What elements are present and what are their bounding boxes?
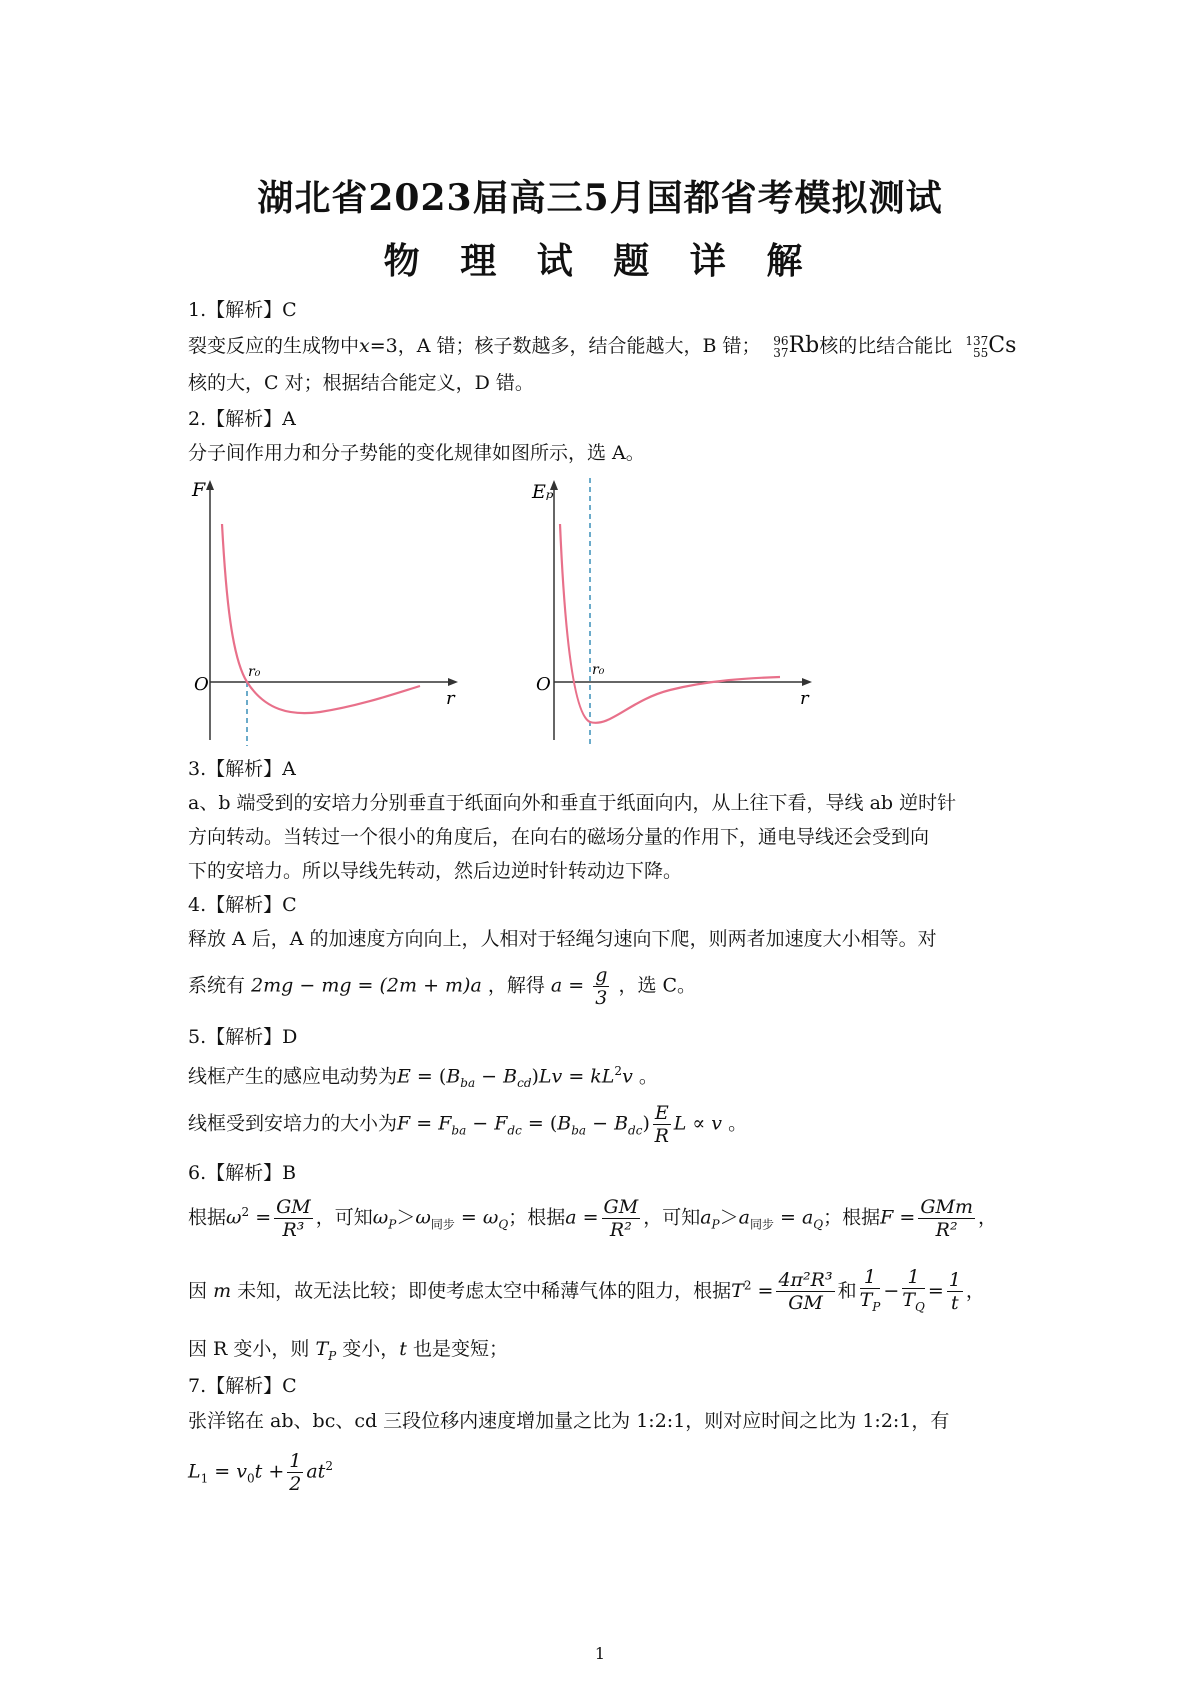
q7-line1: 张洋铭在 ab、bc、cd 三段位移内速度增加量之比为 1:2:1，则对应时间之比为 1:2:1，有 — [188, 1410, 950, 1432]
q4-line2: 系统有 2mg − mg = (2m + m)a ，解得 a = $\frac{g}{3}$ ，选 C。 — [188, 964, 697, 1009]
q3-line2: 方向转动。当转过一个很小的角度后，在向右的磁场分量的作用下，通电导线还会受到向 — [188, 826, 930, 848]
rb-nuclide: 96 37 — [773, 334, 789, 360]
q6-line1: 根据$\omega^2$ = $\frac{GM}{\text{R³}}$ ，可知$\omega_P>\omega_{同步} = \omega_Q$；根据a = $\frac{GM}{\text{R²}}$ ，可知$a_P>a_{同步} = a_Q$；根据F = $\frac{\text{GMm}}{\text{R²}}$ ， — [188, 1196, 997, 1241]
q2-line1: 分子间作用力和分子势能的变化规律如图所示，选 A。 — [188, 442, 645, 464]
q6-heading: 6.【解析】B — [188, 1162, 297, 1184]
q1-line1: 裂变反应的生成物中x=3，A 错；核子数越多，结合能越大，B 错； 96 37 Rb核的比结合能比 137 55 Cs — [188, 333, 1017, 360]
q7-fraction: $\frac{1}{2}$ — [289, 1450, 302, 1495]
q1-heading: 1.【解析】C — [188, 299, 297, 321]
pe-graph-r0: r₀ — [592, 662, 605, 678]
q5-line2: 线框受到安培力的大小为$F = F_{ba} - F_{dc} = (B_{ba} - B_{dc})$ $\frac{E}{R}$ L ∝ v 。 — [188, 1102, 748, 1147]
q4-line1: 释放 A 后，A 的加速度方向向上，人相对于轻绳匀速向下爬，则两者加速度大小相等。对 — [188, 928, 937, 950]
q6-line3: 因 R 变小，则 $T_P$ 变小，t 也是变短； — [188, 1338, 508, 1363]
document-subtitle: 物 理 试 题 详 解 — [383, 240, 817, 282]
force-graph-origin: O — [194, 674, 209, 695]
q6-line2: 因 m 未知，故无法比较；即使考虑太空中稀薄气体的阻力，根据$T^2$ = $\frac{\text{4π²R³}}{GM}$ 和 $\frac{1}{T_P}$ − $\frac{1}{T_Q}$ = $\frac{1}{t}$ ， — [188, 1266, 985, 1315]
force-graph-xlabel: r — [446, 688, 455, 709]
pe-graph-ylabel: Eₚ — [532, 481, 554, 503]
potential-energy-graph — [520, 478, 840, 748]
q3-line1: a、b 端受到的安培力分别垂直于纸面向外和垂直于纸面向内，从上往下看，导线 ab 逆时针 — [188, 792, 957, 814]
page-number: 1 — [594, 1644, 606, 1663]
q1-line2: 核的大，C 对；根据结合能定义，D 错。 — [188, 372, 534, 394]
pe-curve — [560, 524, 780, 723]
q5-fraction: $\frac{E}{R}$ — [654, 1102, 669, 1147]
q3-line3: 下的安培力。所以导线先转动，然后边逆时针转动边下降。 — [188, 860, 683, 882]
cs-nuclide: 137 55 — [965, 334, 989, 360]
force-graph — [180, 478, 480, 748]
pe-graph-origin: O — [536, 674, 551, 695]
force-graph-ylabel: F — [192, 479, 206, 501]
q4-heading: 4.【解析】C — [188, 894, 297, 916]
q5-line1: 线框产生的感应电动势为$E = (B_{ba} - B_{cd})Lv = kL^2v$ 。 — [188, 1064, 658, 1091]
q3-heading: 3.【解析】A — [188, 758, 296, 780]
q7-heading: 7.【解析】C — [188, 1375, 297, 1397]
force-curve — [222, 524, 420, 713]
q5-heading: 5.【解析】D — [188, 1026, 298, 1048]
pe-graph-xlabel: r — [800, 688, 809, 709]
q2-heading: 2.【解析】A — [188, 408, 296, 430]
q7-line2: $L_1 = v_0t$ + $\frac{1}{2}$ $at^2$ — [188, 1450, 333, 1495]
document-title: 湖北省2023届高三5月国都省考模拟测试 — [257, 177, 943, 219]
q4-fraction: $\frac{g}{3}$ — [595, 964, 608, 1009]
force-graph-r0: r₀ — [248, 664, 261, 680]
